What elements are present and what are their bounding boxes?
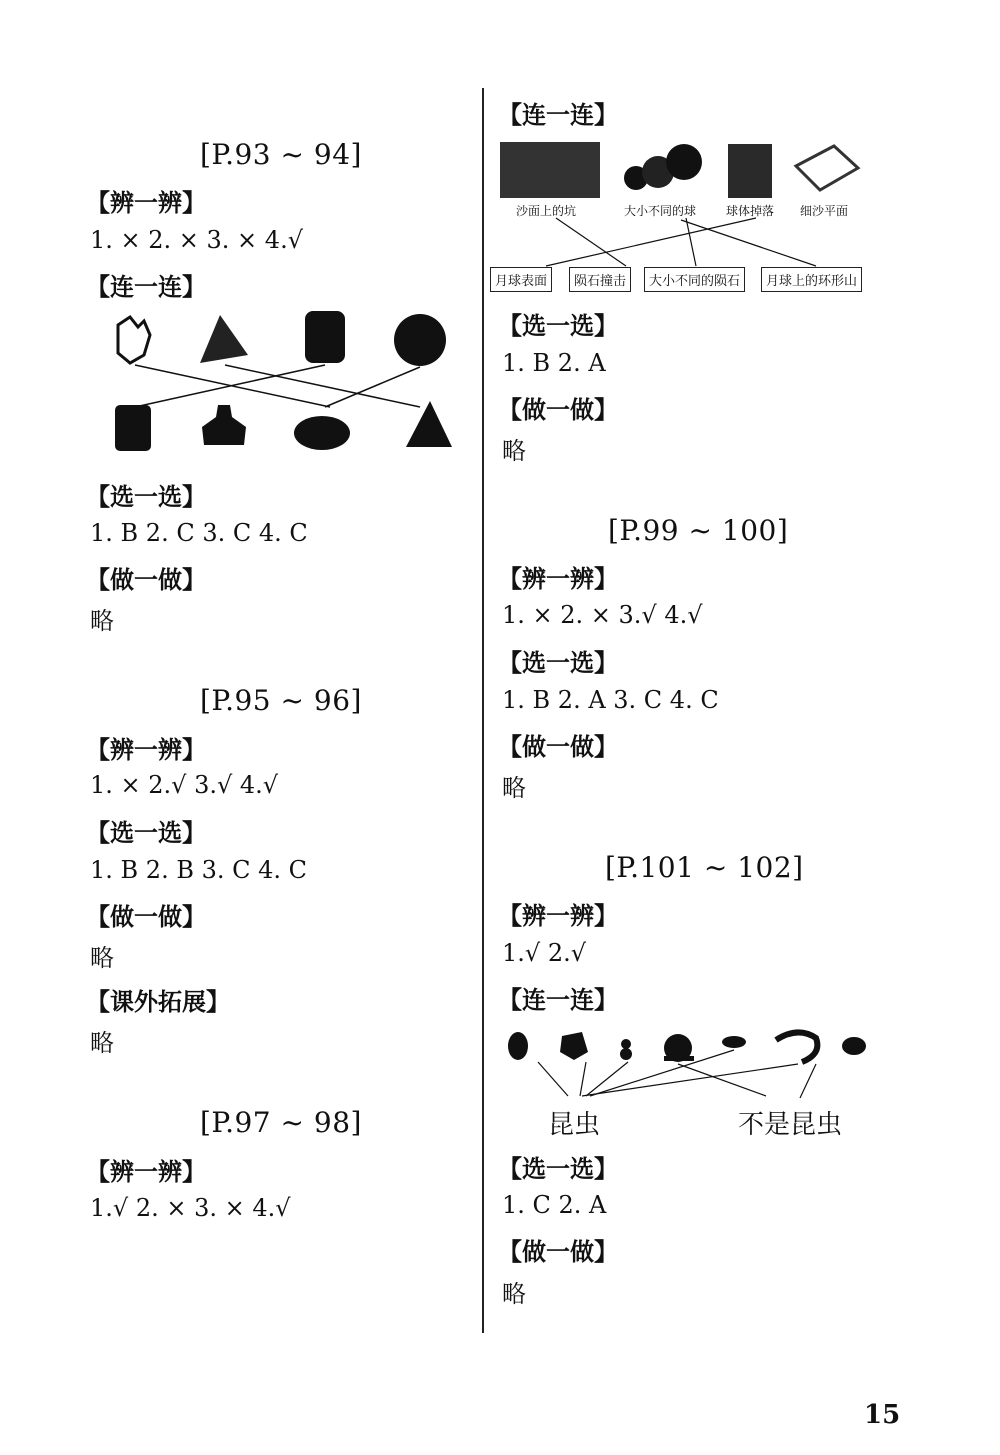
section-range-93-94: [P.93 ~ 94]: [200, 138, 362, 171]
heading-do: 【做一做】: [498, 1238, 618, 1266]
heading-do: 【做一做】: [498, 733, 618, 761]
answer-do: 略: [90, 944, 114, 972]
answers-judge: 1.√ 2. × 3. × 4.√: [90, 1194, 291, 1222]
heading-match: 【连一连】: [86, 273, 206, 301]
top-sphere-icon: [394, 314, 446, 366]
box-meteorites: 大小不同的陨石: [644, 267, 745, 292]
answer-do: 略: [502, 1280, 526, 1308]
box-moon-craters: 月球上的环形山: [761, 267, 862, 292]
section-range-95-96: [P.95 ~ 96]: [200, 684, 362, 717]
shrimp-icon: [776, 1032, 817, 1062]
heading-choose: 【选一选】: [498, 312, 618, 340]
heading-match: 【连一连】: [498, 986, 618, 1014]
caption-sand-surface: 细沙平面: [800, 204, 849, 218]
answers-choose: 1. B 2. A: [502, 349, 606, 377]
animal-2-icon: [560, 1032, 588, 1060]
answer-do: 略: [502, 437, 526, 465]
heading-choose: 【选一选】: [86, 819, 206, 847]
animal-5-icon: [722, 1036, 746, 1048]
heading-match: 【连一连】: [498, 101, 618, 129]
balls-photo: [624, 144, 702, 190]
bottom-ellipse-icon: [294, 416, 350, 450]
section-range-101-102: [P.101 ~ 102]: [605, 851, 804, 884]
caption-balls: 大小不同的球: [624, 204, 697, 218]
cone-icon: [406, 401, 452, 447]
heading-judge: 【辨一辨】: [86, 189, 206, 217]
heading-do: 【做一做】: [86, 566, 206, 594]
label-insect: 昆虫: [548, 1110, 601, 1140]
page-number: 15: [864, 1400, 901, 1430]
heading-choose: 【选一选】: [498, 649, 618, 677]
match-shapes-figure: [100, 305, 460, 465]
answers-choose: 1. B 2. A 3. C 4. C: [502, 686, 719, 714]
answers-judge: 1. × 2. × 3.√ 4.√: [502, 601, 703, 629]
box-meteorite-impact: 陨石撞击: [569, 267, 631, 292]
heading-do: 【做一做】: [86, 903, 206, 931]
heading-extension: 【课外拓展】: [86, 988, 230, 1016]
heading-judge: 【辨一辨】: [86, 1158, 206, 1186]
caption-ball-drop: 球体掉落: [726, 204, 775, 218]
hand-icon: [118, 317, 150, 363]
vase-icon: [202, 405, 246, 445]
heading-choose: 【选一选】: [498, 1155, 618, 1183]
top-cylinder-icon: [305, 311, 345, 363]
caption-sand-pits: 沙面上的坑: [516, 204, 577, 218]
label-not-insect: 不是昆虫: [738, 1110, 843, 1140]
box-moon-surface: 月球表面: [490, 267, 552, 292]
answers-judge: 1. × 2.√ 3.√ 4.√: [90, 771, 279, 799]
animal-1-icon: [508, 1032, 528, 1060]
bottom-cylinder-icon: [115, 405, 151, 451]
ball-drop-photo: [728, 144, 772, 198]
answer-do: 略: [90, 607, 114, 635]
column-divider: [482, 88, 484, 1333]
heading-choose: 【选一选】: [86, 483, 206, 511]
sand-pits-photo: [500, 142, 600, 198]
answers-choose: 1. C 2. A: [502, 1191, 607, 1219]
snail-icon: [664, 1034, 694, 1062]
animal-7-icon: [842, 1037, 866, 1055]
heading-do: 【做一做】: [498, 396, 618, 424]
answers-judge: 1.√ 2.√: [502, 939, 587, 967]
answers-judge: 1. × 2. × 3. × 4.√: [90, 226, 303, 254]
answers-choose: 1. B 2. C 3. C 4. C: [90, 519, 308, 547]
answer-do: 略: [502, 774, 526, 802]
insect-match-figure: [498, 1018, 878, 1118]
answers-choose: 1. B 2. B 3. C 4. C: [90, 856, 307, 884]
section-range-99-100: [P.99 ~ 100]: [608, 514, 789, 547]
sand-tray-photo: [796, 146, 858, 190]
heading-judge: 【辨一辨】: [498, 902, 618, 930]
section-range-97-98: [P.97 ~ 98]: [200, 1106, 362, 1139]
answer-extension: 略: [90, 1029, 114, 1057]
animal-3-icon: [620, 1039, 632, 1060]
sand-pile-icon: [200, 315, 248, 363]
heading-judge: 【辨一辨】: [86, 736, 206, 764]
heading-judge: 【辨一辨】: [498, 565, 618, 593]
